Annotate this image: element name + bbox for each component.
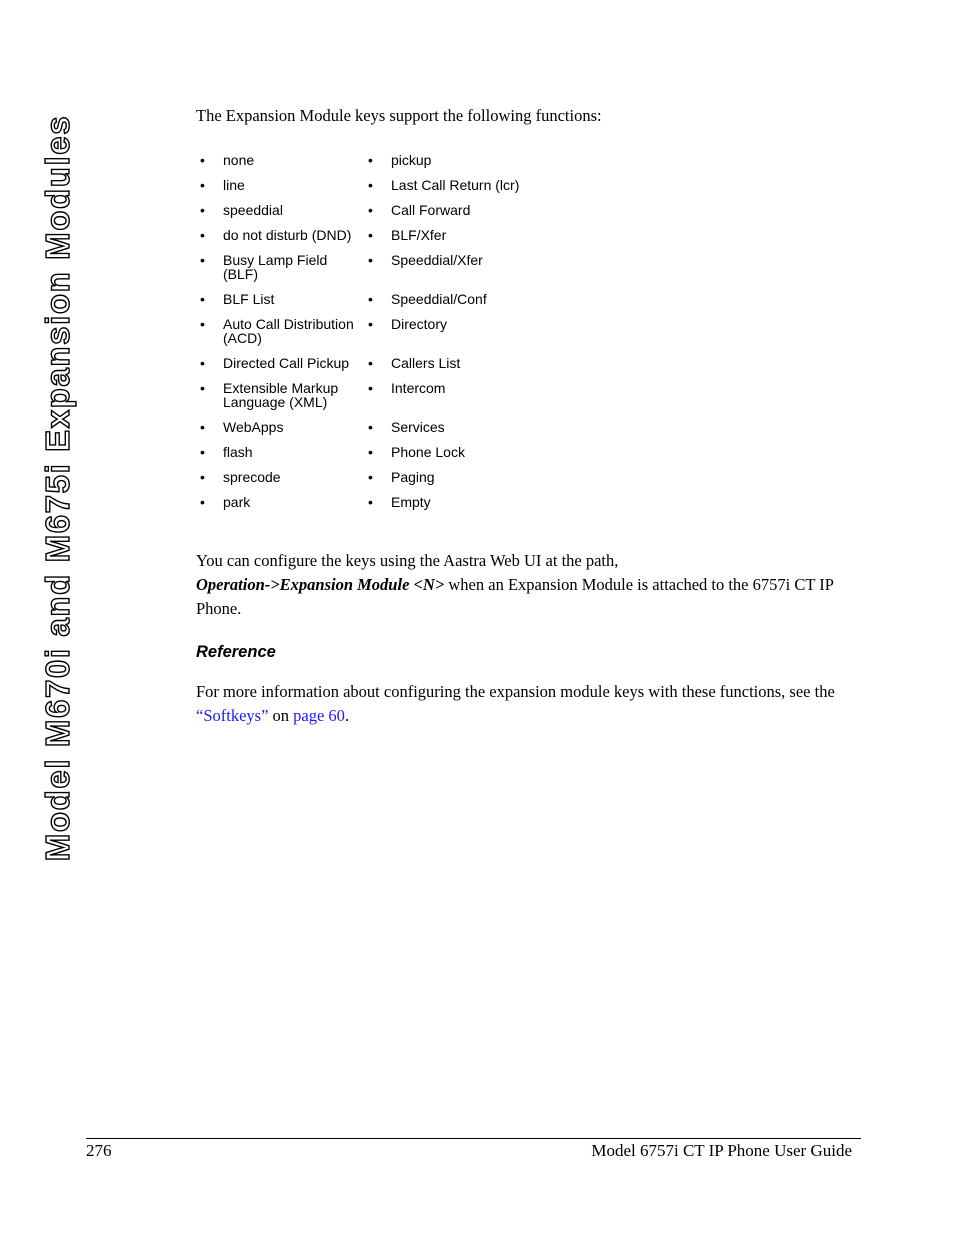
chapter-side-title (38, 108, 78, 868)
function-item-left: park (223, 494, 251, 510)
reference-heading: Reference (196, 643, 276, 661)
function-item-right: pickup (391, 152, 432, 168)
function-row (196, 495, 551, 520)
footer-title: Model 6757i CT IP Phone User Guide (591, 1141, 852, 1160)
function-row (196, 470, 551, 495)
function-item-left: Directed Call Pickup (223, 355, 350, 371)
bullet-left: • (200, 355, 205, 371)
bullet-right: • (368, 202, 373, 218)
function-row (196, 228, 551, 253)
function-item-right: Paging (391, 469, 435, 485)
function-item-left: Extensible Markup Language (XML) (223, 380, 339, 410)
bullet-left: • (200, 202, 205, 218)
function-row (196, 292, 551, 317)
bullet-left: • (200, 380, 205, 396)
chapter-side-title-text: Model M670i and M675i Expansion Modules (39, 114, 77, 862)
functions-table (196, 153, 551, 520)
bullet-right: • (368, 380, 373, 396)
page-number: 276 (86, 1141, 112, 1160)
function-item-left: line (223, 177, 245, 193)
function-item-left: do not disturb (DND) (223, 227, 352, 243)
function-item-right: Intercom (391, 380, 446, 396)
function-row (196, 253, 551, 292)
configure-paragraph (196, 549, 860, 621)
bullet-right: • (368, 152, 373, 168)
function-item-right: BLF/Xfer (391, 227, 447, 243)
function-item-right: Speeddial/Xfer (391, 252, 483, 268)
function-row (196, 356, 551, 381)
function-row (196, 317, 551, 356)
bullet-right: • (368, 419, 373, 435)
function-item-left: Auto Call Distribution (ACD) (223, 316, 354, 346)
bullet-left: • (200, 177, 205, 193)
function-item-left: BLF List (223, 291, 275, 307)
function-row (196, 153, 551, 178)
bullet-right: • (368, 177, 373, 193)
function-item-left: flash (223, 444, 253, 460)
functions-table-body (196, 153, 551, 520)
function-item-right: Callers List (391, 355, 461, 371)
function-row (196, 420, 551, 445)
function-item-right: Last Call Return (lcr) (391, 177, 520, 193)
function-item-right: Speeddial/Conf (391, 291, 487, 307)
intro-paragraph: The Expansion Module keys support the following functions: (196, 106, 602, 125)
bullet-left: • (200, 291, 205, 307)
function-item-right: Phone Lock (391, 444, 465, 460)
function-row (196, 381, 551, 420)
configure-text-2: when an Expansion Module is attached to the 6757i CT IP Phone. (196, 575, 834, 618)
bullet-right: • (368, 291, 373, 307)
reference-text-2: on (268, 706, 294, 725)
reference-text-3: . (344, 706, 350, 725)
reference-paragraph (196, 680, 860, 728)
bullet-left: • (200, 252, 205, 268)
bullet-left: • (200, 494, 205, 510)
bullet-left: • (200, 316, 205, 332)
function-row (196, 178, 551, 203)
bullet-right: • (368, 227, 373, 243)
bullet-left: • (200, 444, 205, 460)
reference-text-1: For more information about configuring the expansion module keys with these functions, see the (196, 682, 835, 701)
footer-divider (86, 1138, 861, 1139)
function-item-left: Busy Lamp Field (BLF) (223, 252, 328, 282)
function-item-right: Call Forward (391, 202, 471, 218)
function-item-left: sprecode (223, 469, 281, 485)
bullet-right: • (368, 444, 373, 460)
function-item-left: none (223, 152, 255, 168)
bullet-left: • (200, 152, 205, 168)
function-row (196, 445, 551, 470)
bullet-left: • (200, 419, 205, 435)
configure-text-1: You can configure the keys using the Aastra Web UI at the path, (196, 551, 619, 570)
function-item-right: Empty (391, 494, 431, 510)
function-item-right: Services (391, 419, 445, 435)
softkeys-link[interactable]: “Softkeys” (196, 706, 269, 725)
bullet-right: • (368, 494, 373, 510)
function-item-right: Directory (391, 316, 448, 332)
bullet-left: • (200, 227, 205, 243)
bullet-left: • (200, 469, 205, 485)
function-row (196, 203, 551, 228)
function-item-left: WebApps (223, 419, 284, 435)
bullet-right: • (368, 316, 373, 332)
configure-path: Operation->Expansion Module <N> (196, 575, 445, 594)
bullet-right: • (368, 469, 373, 485)
function-item-left: speeddial (223, 202, 283, 218)
page-link[interactable]: page 60 (293, 706, 345, 725)
bullet-right: • (368, 252, 373, 268)
bullet-right: • (368, 355, 373, 371)
